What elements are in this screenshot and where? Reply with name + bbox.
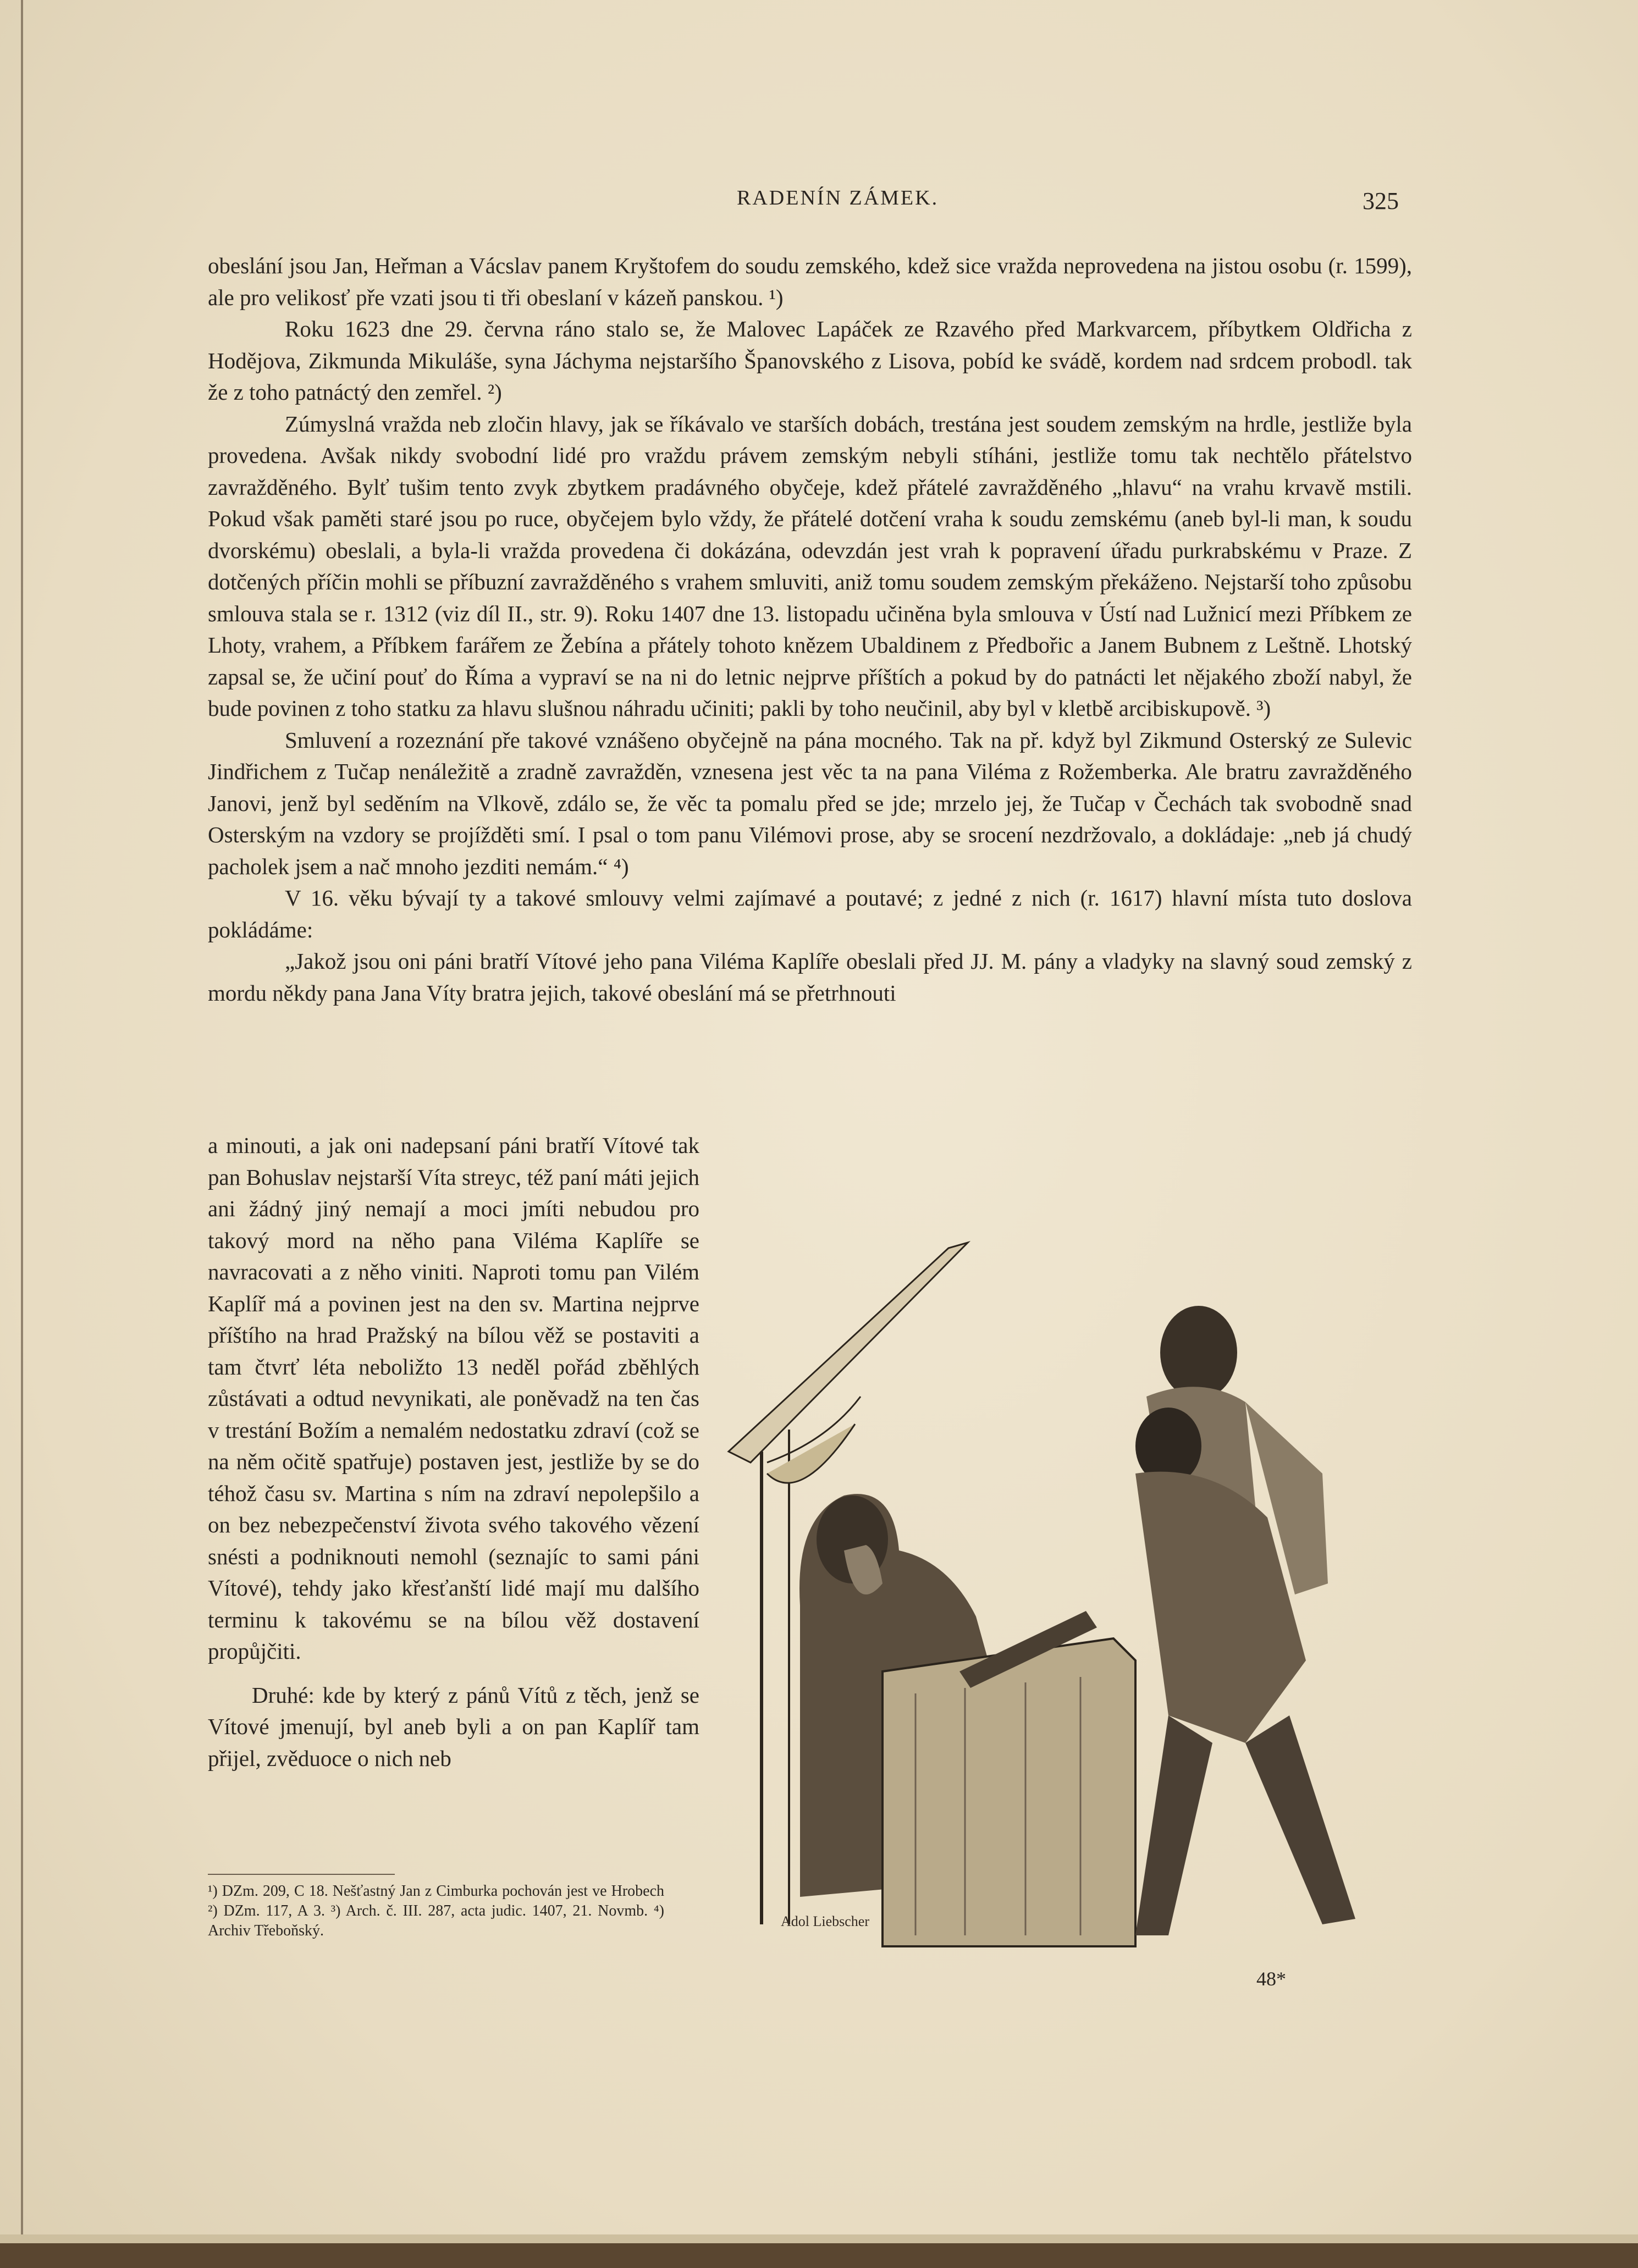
- paragraph: a minouti, a jak oni nadepsaní páni bratří Vítové tak pan Bohuslav nejstarší Víta streyc, též paní máti jejich ani žádný jiný nemají a moci jmíti nebudou pro takový mord na něho pana Viléma Kaplíře se navracovati a z něho viniti. Naproti tomu pan Vilém Kaplíř má a povinen jest na den sv. Martina nejprve příštího na hrad Pražský na bílou věž se postaviti a tam čtvrť léta neboližto 13 neděl pořád zběhlých zůstávati a odtud nevynikati, ale poněvadž na ten čas v trestání Božím a nemalém nedostatku zdraví (což se na něm očitě spatřuje) postaven jest, jestliže by se do téhož času sv. Martina s ním na zdraví nepolepšilo a on bez nebezpečenství života svého takového vězení snésti a podniknouti nemohl (seznajíc to sami páni Vítové), tehdy jako křesťanští lidé mají mu dalšího terminu k takovému se na bílou věž dostavení propůjčiti.: [208, 1133, 699, 1664]
- paragraph: Smluvení a rozeznání pře takové vznášeno obyčejně na pána mocného. Tak na př. když byl Zikmund Osterský ze Sulevic Jindřichem z Tučap nenáležitě a zradně zavražděn, vznesena jest věc ta na pana Viléma z Rožemberka. Ale bratru zavražděného Janovi, jenž byl seděním na Vlkově, zdálo se, že věc ta pomalu před se jde; mrzelo jej, že Tučap v Čechách tak svobodně snad Osterským na vzdory se projížděti smí. I psal o tom panu Vilémovi prose, aby se srocení nezdržovalo, a dokládaje: „neb já chudý pacholek jsem a nač mnoho jezditi nemám.“ ⁴): [208, 727, 1412, 879]
- page-bottom-edge: [0, 2234, 1638, 2243]
- engraving-illustration: [718, 1166, 1421, 1952]
- narrow-column-text: [208, 1130, 699, 1774]
- artist-signature: Adol Liebscher: [781, 1913, 870, 1929]
- scan-bottom-band: [0, 2243, 1638, 2268]
- printer-signature-mark: 48*: [1256, 1968, 1286, 1990]
- standing-figures: [1135, 1306, 1355, 1935]
- running-title: RADENÍN ZÁMEK.: [737, 186, 939, 209]
- paragraph: Roku 1623 dne 29. června ráno stalo se, že Malovec Lapáček ze Rzavého před Markvarcem, příbytkem Oldřicha z Hodějova, Zikmunda Mikuláše, syna Jáchyma nejstaršího Španovského z Lisova, pobíd ke svádě, kordem nad srdcem probodl. tak že z toho patnáctý den zemřel. ²): [208, 316, 1412, 405]
- binding-edge: [21, 0, 23, 2268]
- paragraph: Zúmyslná vražda neb zločin hlavy, jak se říkávalo ve starších dobách, trestána jest soudem zemským na hrdle, jestliže byla provedena. Avšak nikdy svobodní lidé pro vraždu právem zemským nebyli stíháni, jestliže tomu tak nechtělo přátelstvo zavražděného. Bylť tušim tento zvyk zbytkem pradávného obyčeje, kdež přátelé zavražděného „hlavu“ na vrahu krvavě mstili. Pokud však paměti staré jsou po ruce, obyčejem bylo vždy, že přátelé dotčení vraha k soudu zemskému (aneb byl-li man, k soudu dvorskému) obeslali, a byla-li vražda provedena či dokázána, odevzdán jest vrah k popravení úřadu purkrabskému v Praze. Z dotčených příčin mohli se příbuzní zavražděného s vrahem smluviti, aniž tomu soudem zemským překáženo. Nejstarší toho způsobu smlouva stala se r. 1312 (viz díl II., str. 9). Roku 1407 dne 13. listopadu učiněna byla smlouva v Ústí nad Lužnicí mezi Příbkem ze Lhoty, vrahem, a Příbkem farářem ze Žebína a přátely tohoto knězem Ubaldinem z Předbořic a Janem Bubnem z Leštně. Lhotský zapsal se, že učiní pouť do Říma a vypraví se na ni do letnic nejprve příštích a pokud by do patnácti let nějakého zboží nabyl, že bude povinen z toho statku za hlavu slušnou náhradu učiniti; pakli by toho neučinil, aby byl v kletbě arcibiskupově. ³): [208, 411, 1412, 721]
- footnotes: ¹) DZm. 209, C 18. Nešťastný Jan z Cimburka pochován jest ve Hrobech ²) DZm. 117, A 3. ³) Arch. č. III. 287, acta judic. 1407, 21. Novmb. ⁴) Archiv Třeboňský.: [208, 1883, 664, 1939]
- main-text-block: [208, 250, 1412, 1009]
- paragraph: V 16. věku bývají ty a takové smlouvy velmi zajímavé a poutavé; z jedné z nich (r. 1617) hlavní místa tuto doslova pokládáme:: [208, 885, 1412, 942]
- footnote-rule: [208, 1874, 395, 1875]
- page-number: 325: [1363, 187, 1399, 214]
- paragraph: Druhé: kde by který z pánů Vítů z těch, jenž se Vítové jmenují, byl aneb byli a on pan Kaplíř tam přijel, zvěduoce o nich neb: [208, 1682, 699, 1771]
- paragraph-quote-start: „Jakož jsou oni páni bratří Vítové jeho pana Viléma Kaplíře obeslali před JJ. M. pány a vladyky na slavný soud zemský z mordu někdy pana Jana Víty bratra jejich, takové obeslání má se přetrhnouti: [208, 948, 1412, 1006]
- paragraph: obeslání jsou Jan, Heřman a Vácslav panem Kryštofem do soudu zemského, kdež sice vražda neprovedena na jistou osobu (r. 1599), ale pro velikosť pře vzati jsou ti tři obeslaní v kázeň panskou. ¹): [208, 253, 1412, 310]
